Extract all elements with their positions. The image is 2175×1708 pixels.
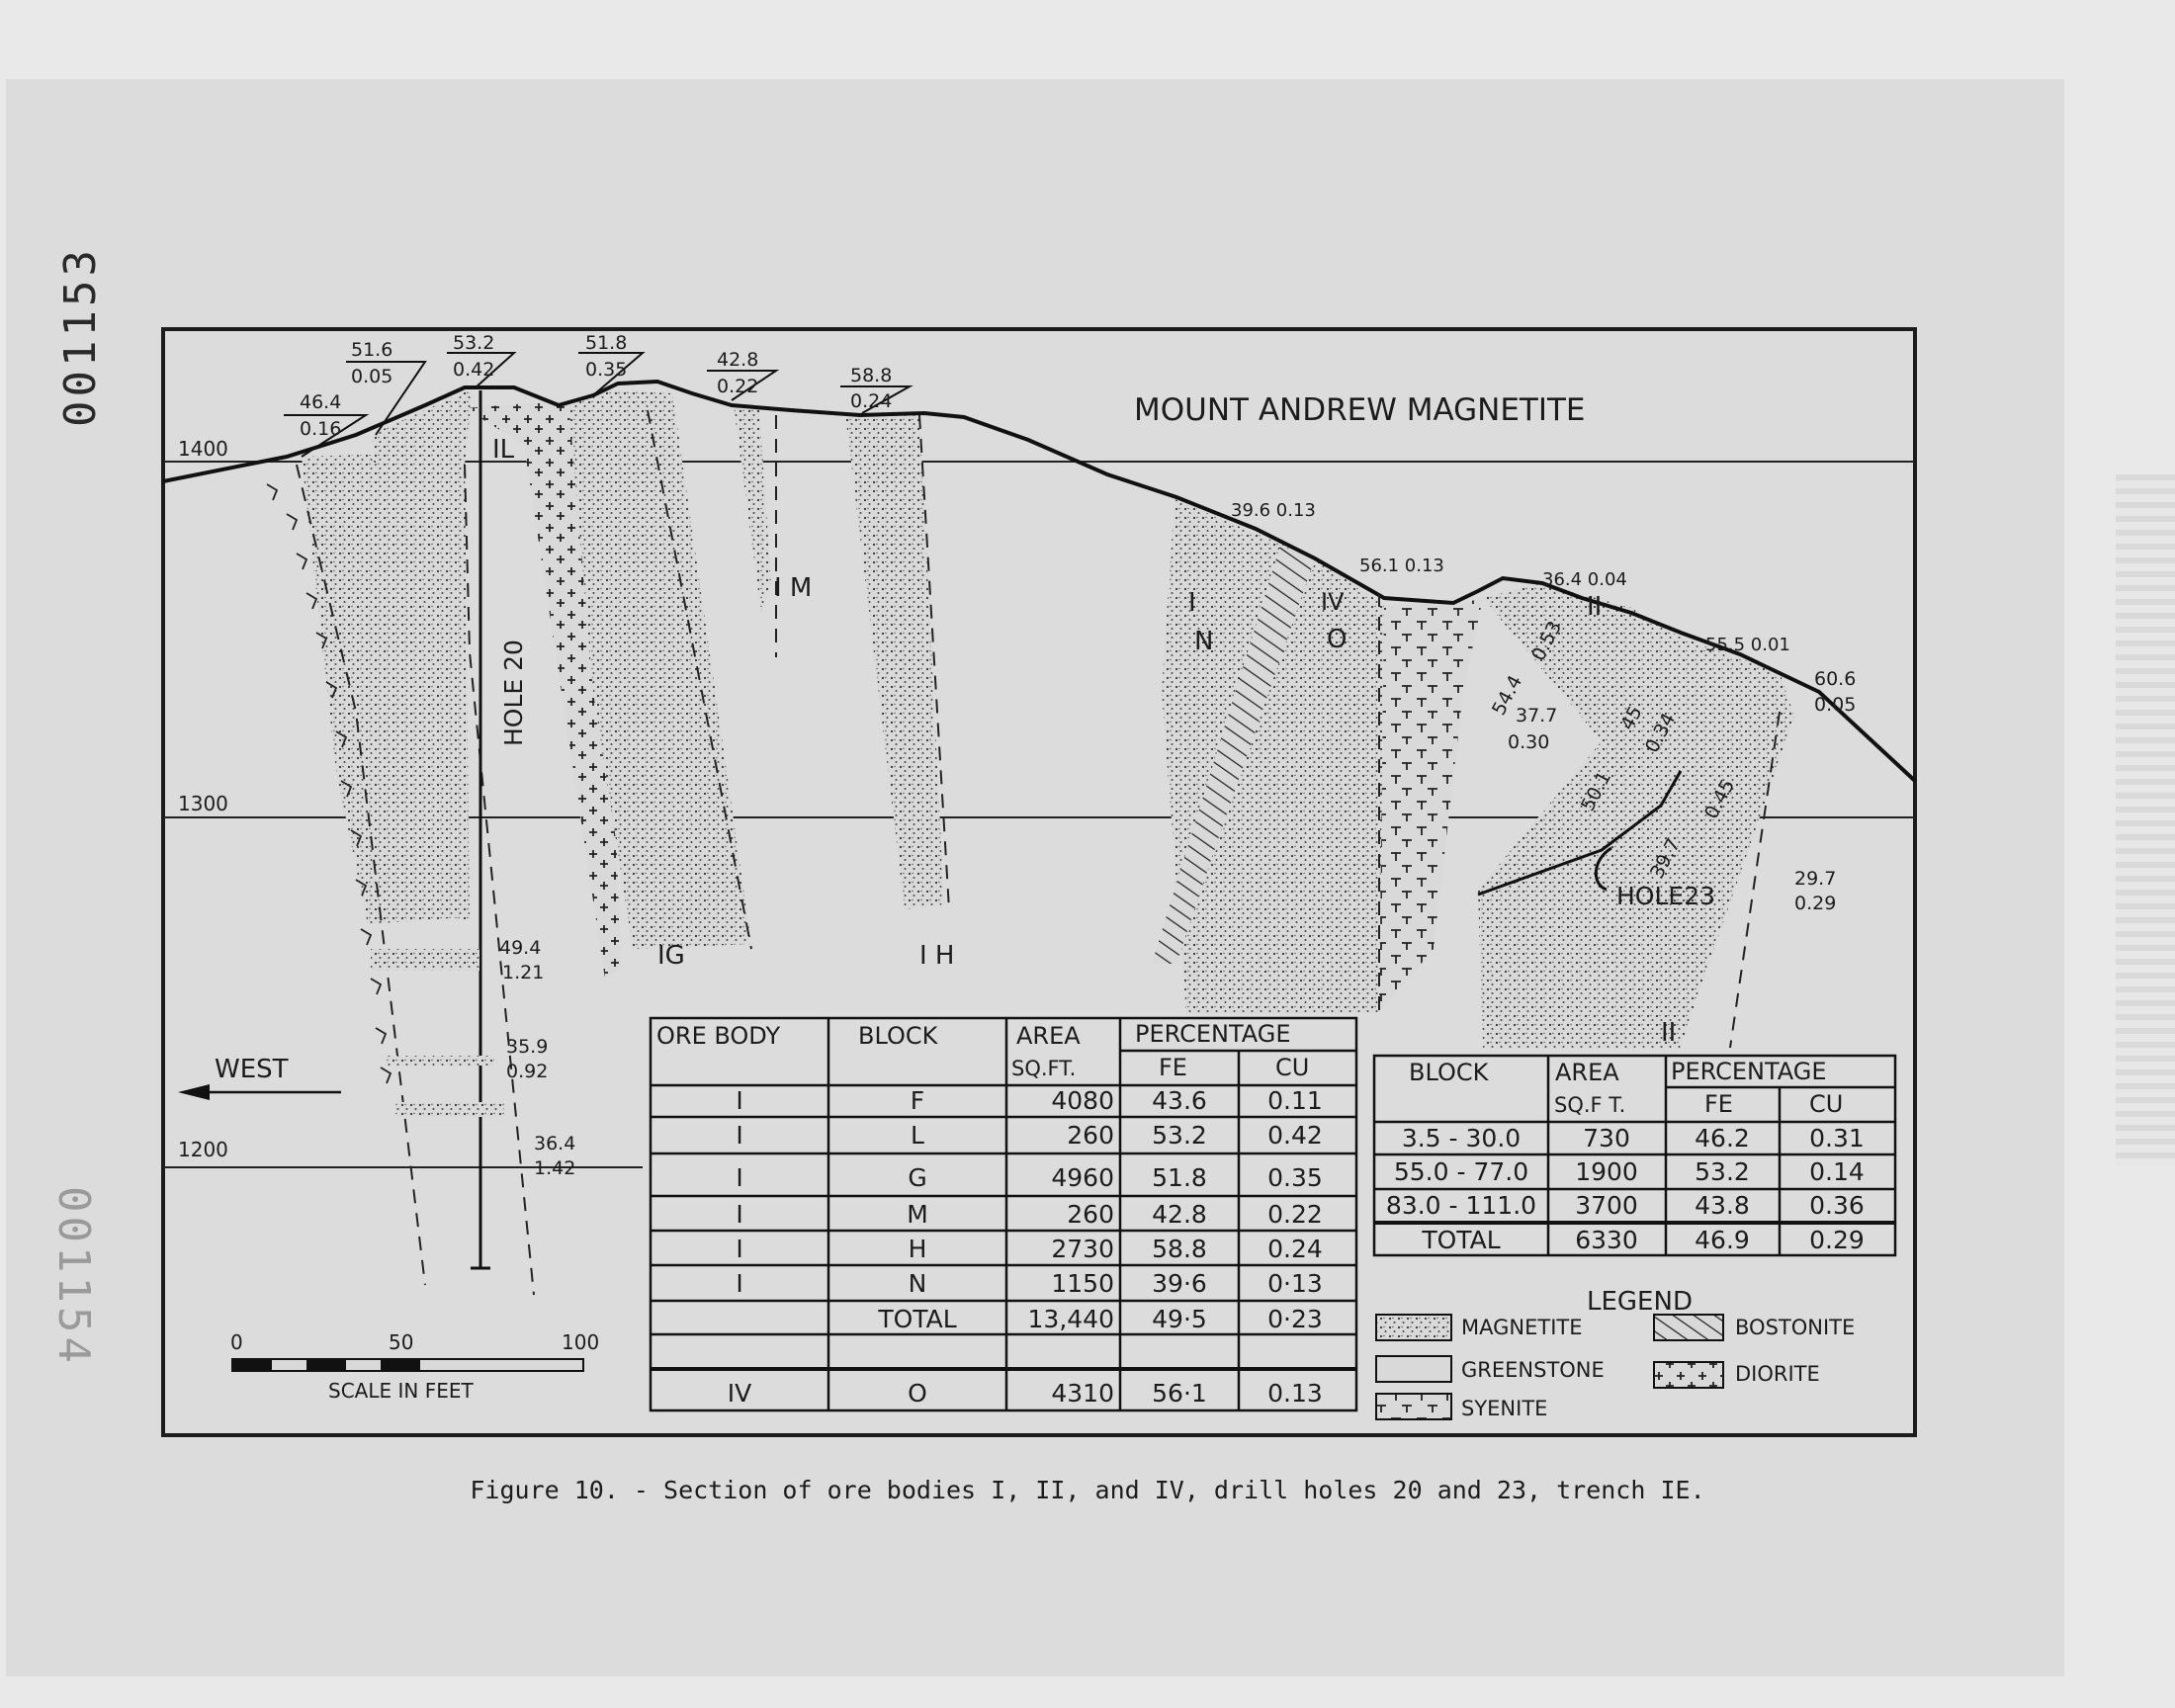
t2-header-block: BLOCK (1409, 1059, 1489, 1086)
surface-assay-1: 39.6 0.13 (1231, 500, 1316, 521)
trench-fe-2: 51.6 (351, 339, 393, 361)
side-assay-cu: 0.29 (1794, 893, 1837, 914)
trench-fe-1: 46.4 (300, 391, 342, 413)
legend-bostonite: BOSTONITE (1735, 1316, 1856, 1339)
legend-swatch-diorite (1654, 1362, 1723, 1388)
scale-tick-0: 0 (230, 1330, 243, 1354)
t2-header-area-unit: SQ.F T. (1554, 1093, 1626, 1117)
hole20-fe-3: 36.4 (534, 1133, 576, 1154)
t1-cu-cell: 0.42 (1267, 1121, 1323, 1150)
t1-total-cu: 0·23 (1267, 1305, 1323, 1333)
scale-bar (232, 1359, 583, 1371)
ore-body-IH (845, 413, 944, 909)
body-label-IG: IG (657, 941, 685, 971)
elevation-label-1400: 1400 (178, 437, 228, 461)
t1-block-cell: N (908, 1269, 927, 1298)
hole23-assay-5: 45 (1615, 702, 1647, 734)
t2-cu-cell: 0.36 (1809, 1191, 1865, 1220)
trench-cu-5: 0.22 (717, 376, 759, 397)
t2-cu-cell: 0.31 (1809, 1124, 1865, 1153)
figure-caption: Figure 10. - Section of ore bodies I, II, and IV, drill holes 20 and 23, trench IE. (470, 1476, 1705, 1504)
t2-block-cell: 3.5 - 30.0 (1401, 1124, 1522, 1153)
west-label: WEST (215, 1055, 289, 1084)
t1-total-area: 13,440 (1027, 1305, 1114, 1333)
body-label-N: N (1194, 627, 1214, 656)
t1-block-cell: M (907, 1200, 928, 1229)
t1-header-area-unit: SQ.FT. (1011, 1057, 1077, 1080)
west-arrow (178, 1084, 341, 1100)
hole23-assay-8: 0.45 (1699, 775, 1740, 823)
legend-swatch-greenstone (1376, 1356, 1451, 1382)
t2-header-cu: CU (1809, 1090, 1844, 1118)
t2-area-cell: 3700 (1575, 1191, 1638, 1220)
t2-cu-cell: 0.14 (1809, 1157, 1865, 1186)
t1-ore-body-cell: I (736, 1121, 743, 1150)
surface-assay-3: 36.4 0.04 (1542, 569, 1627, 590)
hole23-assay-3: 37.7 (1516, 705, 1558, 726)
surface-assay-2: 56.1 0.13 (1359, 555, 1444, 576)
legend-syenite: SYENITE (1461, 1397, 1548, 1420)
t1-fe-cell: 42.8 (1152, 1200, 1207, 1229)
trench-fe-4: 51.8 (585, 332, 628, 354)
trench-fe-7: 60.6 (1814, 668, 1857, 690)
t2-total-cu: 0.29 (1809, 1226, 1865, 1254)
hole20-intercept-1 (371, 949, 479, 971)
t1-header-ore-body: ORE BODY (656, 1022, 781, 1050)
t1-cu-cell: 0.22 (1267, 1200, 1323, 1229)
t2-header-percentage: PERCENTAGE (1671, 1058, 1827, 1085)
legend-swatch-syenite (1376, 1394, 1451, 1419)
hole23-assay-6: 0.34 (1640, 709, 1681, 757)
t1-total-fe: 49·5 (1152, 1305, 1207, 1333)
t1-cu-cell: 0.11 (1267, 1086, 1323, 1115)
hole23-assay-1: 54.4 (1487, 671, 1527, 720)
hole20-label: HOLE 20 (499, 640, 528, 746)
t1-area-cell: 260 (1067, 1200, 1114, 1229)
trench-cu-2: 0.05 (351, 366, 393, 387)
body-label-IM: I M (774, 573, 813, 603)
legend-swatch-bostonite (1654, 1315, 1723, 1340)
t1-ore-body-cell: I (736, 1086, 743, 1115)
t1-area-cell: 260 (1067, 1121, 1114, 1150)
t1-block-cell: H (908, 1235, 927, 1263)
t2-total-area: 6330 (1575, 1226, 1638, 1254)
t1-ore-body-cell: I (736, 1269, 743, 1298)
t1-ore-body-cell: I (736, 1200, 743, 1229)
hole23-assay-7: 50.1 (1576, 767, 1616, 815)
hole23-assay-2: 0.53 (1526, 617, 1567, 665)
t1-cu-cell: 0.24 (1267, 1235, 1323, 1263)
hole20-cu-2: 0.92 (506, 1061, 549, 1082)
t1-iv-ore-body: IV (727, 1379, 752, 1408)
trench-cu-4: 0.35 (585, 359, 628, 381)
t1-ore-body-cell: I (736, 1235, 743, 1263)
stamp-top: 001153 (55, 246, 106, 427)
t1-block-cell: L (911, 1121, 924, 1150)
t1-area-cell: 2730 (1051, 1235, 1114, 1263)
legend-swatch-magnetite (1376, 1315, 1451, 1340)
t2-fe-cell: 46.2 (1695, 1124, 1750, 1153)
t1-cu-cell: 0.35 (1267, 1163, 1323, 1192)
legend-magnetite: MAGNETITE (1461, 1316, 1583, 1339)
hole20-cu-3: 1.42 (534, 1157, 576, 1179)
elevation-label-1300: 1300 (178, 792, 228, 815)
t1-fe-cell: 53.2 (1152, 1121, 1207, 1150)
t1-cu-cell: 0·13 (1267, 1269, 1323, 1298)
trench-fe-5: 42.8 (717, 349, 759, 371)
side-assay-fe: 29.7 (1794, 868, 1837, 890)
ore-body-table-rows (728, 1086, 1323, 1408)
t1-header-fe: FE (1159, 1054, 1187, 1081)
t1-fe-cell: 43.6 (1152, 1086, 1207, 1115)
t2-fe-cell: 43.8 (1695, 1191, 1750, 1220)
t1-fe-cell: 51.8 (1152, 1163, 1207, 1192)
hole23-label: HOLE23 (1616, 882, 1716, 910)
body-label-II-bottom: II (1661, 1018, 1677, 1048)
trench-fe-6: 58.8 (850, 365, 893, 386)
t1-area-cell: 4960 (1051, 1163, 1114, 1192)
trench-cu-1: 0.16 (300, 418, 342, 440)
body-label-II-top: II (1587, 592, 1603, 622)
t2-total-fe: 46.9 (1695, 1226, 1750, 1254)
surface-assay-4: 55.5 0.01 (1705, 635, 1790, 655)
t2-block-cell: 83.0 - 111.0 (1385, 1191, 1537, 1220)
t1-iv-cu: 0.13 (1267, 1379, 1323, 1408)
figure-title: MOUNT ANDREW MAGNETITE (1134, 392, 1586, 428)
t1-block-cell: F (910, 1086, 925, 1115)
trench-fe-3: 53.2 (453, 332, 495, 354)
trench-cu-3: 0.42 (453, 359, 495, 381)
body-label-I: I (1188, 588, 1196, 618)
hole23-assay-9: 39.7 (1645, 834, 1686, 883)
t1-iv-block: O (908, 1379, 927, 1408)
ore-body-IM (734, 405, 771, 613)
ore-body-table-grid (651, 1018, 1356, 1410)
t1-header-percentage: PERCENTAGE (1135, 1020, 1291, 1048)
body-label-O: O (1327, 625, 1348, 654)
t1-area-cell: 4080 (1051, 1086, 1114, 1115)
scale-label: SCALE IN FEET (328, 1379, 474, 1403)
trench-cu-6: 0.24 (850, 390, 893, 412)
t1-ore-body-cell: I (736, 1163, 743, 1192)
hole20-intercept-2 (386, 1056, 494, 1066)
legend-title: LEGEND (1587, 1287, 1693, 1317)
t1-total-label: TOTAL (878, 1305, 957, 1333)
hole23-assay-4: 0.30 (1508, 731, 1550, 753)
t1-fe-cell: 39·6 (1152, 1269, 1207, 1298)
legend-diorite: DIORITE (1735, 1362, 1820, 1386)
t1-iv-fe: 56·1 (1152, 1379, 1207, 1408)
scale-tick-50: 50 (389, 1330, 414, 1354)
t2-header-area: AREA (1555, 1059, 1619, 1086)
stamp-bottom: 001154 (48, 1186, 99, 1367)
t2-block-cell: 55.0 - 77.0 (1393, 1157, 1529, 1186)
hole20-cu-1: 1.21 (502, 962, 545, 983)
t2-area-cell: 1900 (1575, 1157, 1638, 1186)
t1-area-cell: 1150 (1051, 1269, 1114, 1298)
t2-area-cell: 730 (1583, 1124, 1630, 1153)
t2-total-label: TOTAL (1422, 1226, 1501, 1254)
hole20-fe-1: 49.4 (499, 937, 542, 959)
elevation-label-1200: 1200 (178, 1138, 228, 1161)
trench-cu-7: 0.05 (1814, 694, 1857, 716)
body-label-IL: IL (492, 435, 515, 465)
hole20-fe-2: 35.9 (506, 1036, 549, 1058)
body-label-IH: I H (919, 941, 955, 971)
t1-fe-cell: 58.8 (1152, 1235, 1207, 1263)
legend-greenstone: GREENSTONE (1461, 1358, 1605, 1382)
t1-header-block: BLOCK (858, 1022, 938, 1050)
t2-header-fe: FE (1704, 1090, 1733, 1118)
t1-iv-area: 4310 (1051, 1379, 1114, 1408)
hole20-intercept-3 (395, 1102, 504, 1117)
t1-header-cu: CU (1275, 1054, 1310, 1081)
t1-header-area: AREA (1016, 1022, 1081, 1050)
t1-block-cell: G (908, 1163, 927, 1192)
scale-tick-100: 100 (562, 1330, 600, 1354)
body-label-IV: IV (1321, 588, 1345, 616)
syenite-zone (1379, 598, 1483, 1013)
t2-fe-cell: 53.2 (1695, 1157, 1750, 1186)
